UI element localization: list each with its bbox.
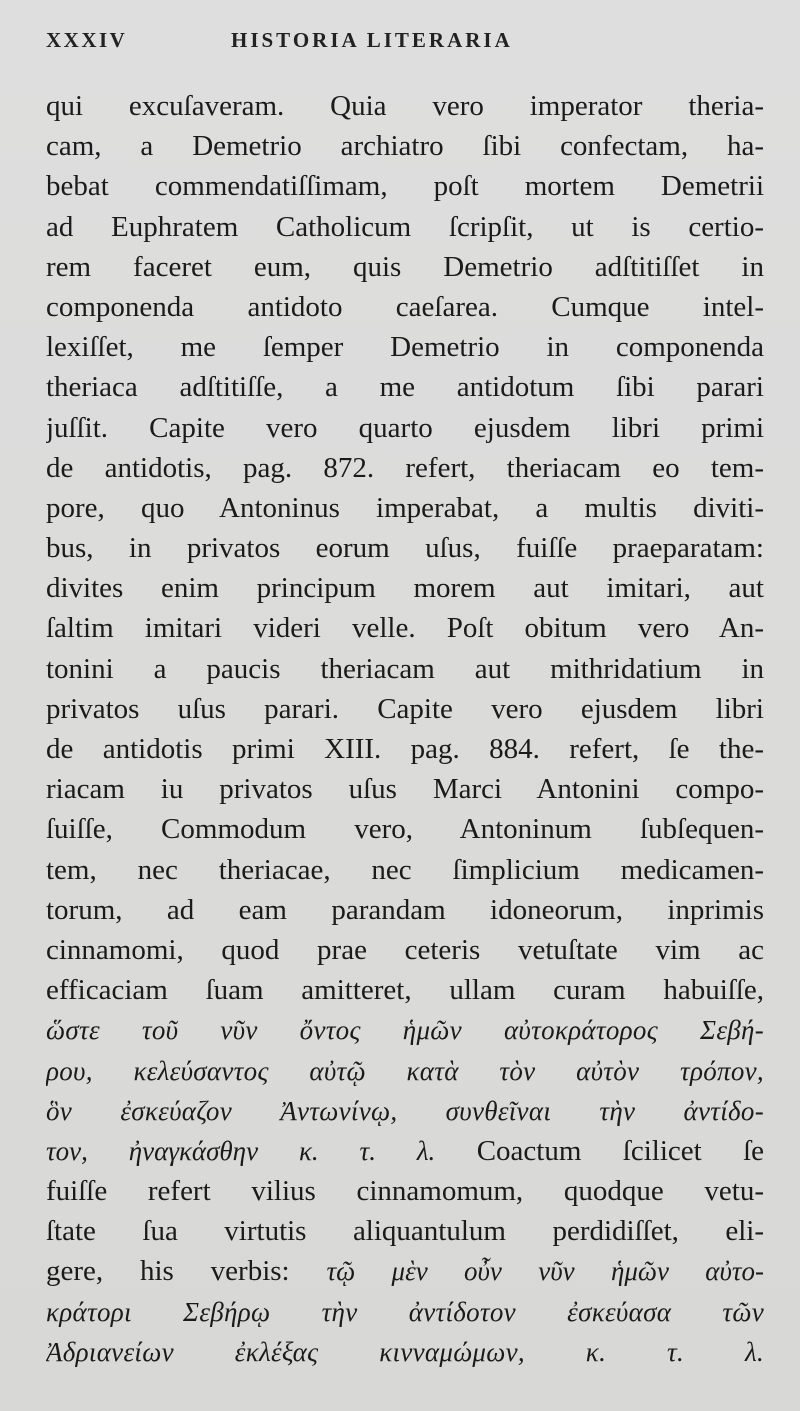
greek-text-line: ὥστε τοῦ νῦν ὄντος ἡμῶν αὐτοκράτορος Σεβή- — [46, 1015, 764, 1046]
text-line: divites enim principum morem aut imitari, aut — [46, 572, 764, 605]
page-number: XXXIV — [46, 28, 128, 52]
text-line: pore, quo Antoninus imperabat, a multis diviti- — [46, 491, 764, 524]
body-text — [46, 86, 764, 1372]
text-line: torum, ad eam parandam idoneorum, inprimis — [46, 893, 764, 926]
text-line: componenda antidoto caeſarea. Cumque intel- — [46, 290, 764, 323]
greek-fragment: τον, ἠναγκάσθην κ. τ. λ. — [46, 1135, 436, 1166]
text-line: ſtate ſua virtutis aliquantulum perdidiſſet, eli- — [46, 1215, 764, 1248]
text-line: de antidotis, pag. 872. refert, theriacam eo tem- — [46, 451, 764, 484]
latin-fragment: gere, his verbis: — [46, 1255, 290, 1288]
text-line: fuiſſe refert vilius cinnamomum, quodque vetu- — [46, 1175, 764, 1208]
text-line: de antidotis primi XIII. pag. 884. refert, ſe the- — [46, 733, 764, 765]
text-line: rem faceret eum, quis Demetrio adſtitiſſet in — [46, 250, 764, 283]
text-line: qui excuſaveram. Quia vero imperator theria- — [46, 90, 764, 122]
greek-text-line: κράτορι Σεβήρῳ τὴν ἀντίδοτον ἐσκεύασα τῶν — [46, 1296, 764, 1327]
text-line: riacam iu privatos uſus Marci Antonini compo- — [46, 773, 764, 806]
text-line: cam, a Demetrio archiatro ſibi confectam, ha- — [46, 130, 764, 163]
text-line: efficaciam ſuam amitteret, ullam curam habuiſſe, — [46, 974, 764, 1007]
running-head — [46, 28, 764, 58]
greek-text-line: ὃν ἐσκεύαζον Ἀντωνίνῳ, συνθεῖναι τὴν ἀντίδο- — [46, 1095, 764, 1126]
text-line: cinnamomi, quod prae ceteris vetuſtate vim ac — [46, 933, 764, 966]
text-line: theriaca adſtitiſſe, a me antidotum ſibi parari — [46, 371, 764, 404]
latin-fragment: Coactum ſcilicet ſe — [476, 1134, 764, 1167]
text-line: ſaltim imitari videri velle. Poſt obitum vero An- — [46, 612, 764, 645]
greek-text-line: Ἀδριανείων ἐκλέξας κινναμώμων, κ. τ. λ. — [46, 1336, 764, 1367]
mixed-text-line — [46, 1251, 764, 1291]
text-line: juſſit. Capite vero quarto ejusdem libri primi — [46, 411, 764, 444]
text-line: bebat commendatiſſimam, poſt mortem Demetrii — [46, 170, 764, 203]
text-line: tonini a paucis theriacam aut mithridatium in — [46, 652, 764, 685]
mixed-text-line — [46, 1131, 764, 1171]
text-line: ad Euphratem Catholicum ſcripſit, ut is certio- — [46, 210, 764, 243]
text-line: ſuiſſe, Commodum vero, Antoninum ſubſequen- — [46, 813, 764, 846]
greek-text-line: ρου, κελεύσαντος αὐτῷ κατὰ τὸν αὐτὸν τρόπον, — [46, 1055, 764, 1086]
running-title: HISTORIA LITERARIA — [231, 28, 513, 52]
text-line: lexiſſet, me ſemper Demetrio in componenda — [46, 331, 764, 364]
text-line: bus, in privatos eorum uſus, fuiſſe praeparatam: — [46, 532, 764, 565]
text-line: tem, nec theriacae, nec ſimplicium medicamen- — [46, 853, 764, 886]
greek-fragment: τῷ μὲν οὖν νῦν ἡμῶν αὐτο- — [326, 1256, 764, 1287]
text-line: privatos uſus parari. Capite vero ejusdem libri — [46, 692, 764, 725]
